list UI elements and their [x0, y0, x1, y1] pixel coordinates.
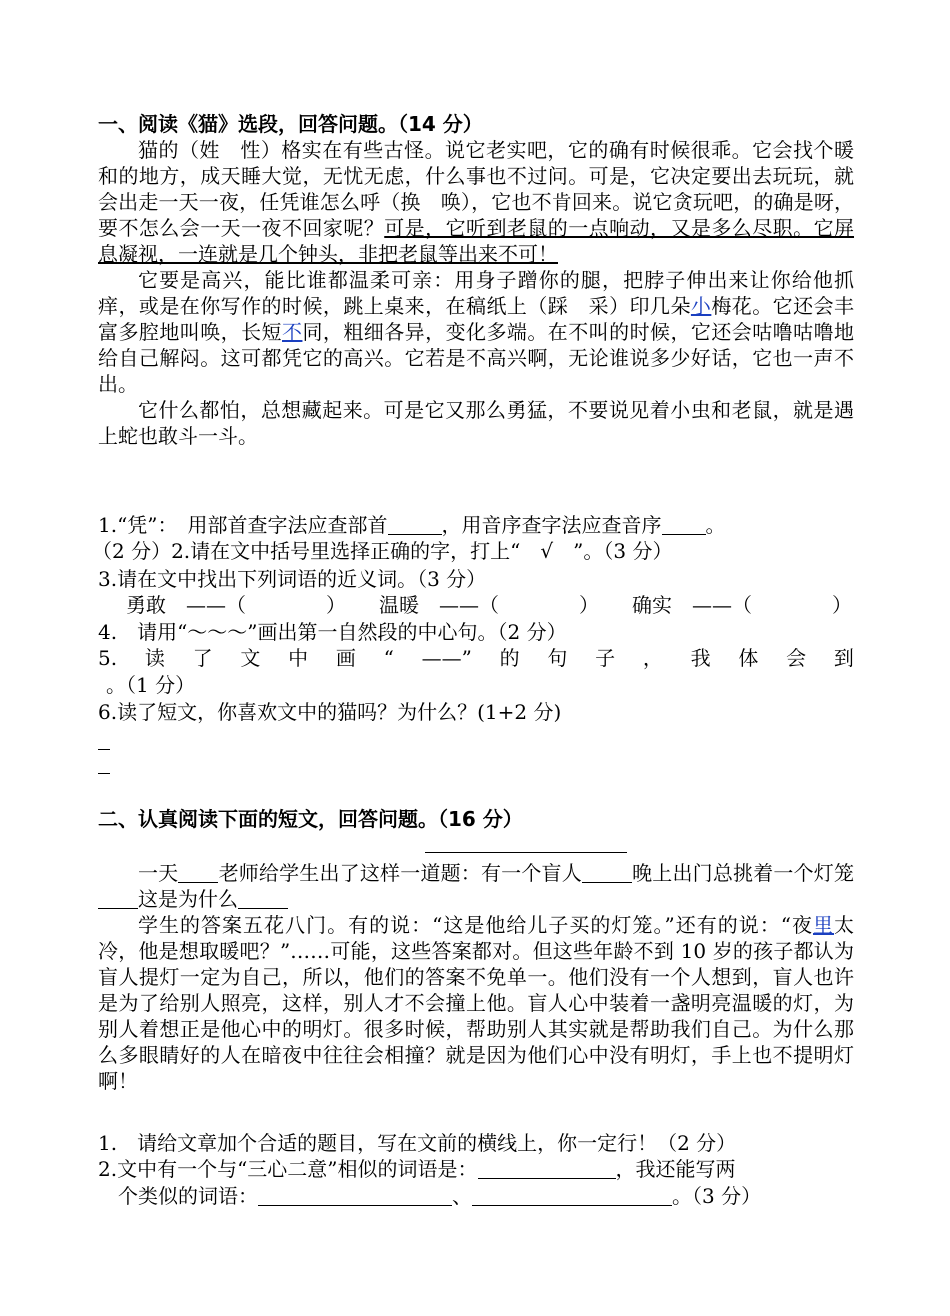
lantern-text-d: 这是为什么 [138, 887, 238, 911]
lantern-text-a: 一天 [138, 861, 179, 885]
question-1-4: 4. 请用“～～～”画出第一自然段的中心句。（2 分） [98, 620, 567, 644]
similar-word-blank[interactable] [478, 1158, 616, 1179]
section1-title: 一、阅读《猫》选段，回答问题。（14 分） [98, 112, 483, 136]
link-bu[interactable]: 不 [282, 320, 303, 344]
cat-paragraph-1 [98, 137, 854, 267]
title-blank-line[interactable] [425, 852, 627, 853]
punctuation-blank[interactable] [98, 888, 138, 909]
lantern-paragraph-1 [98, 860, 854, 912]
link-xiao[interactable]: 小 [690, 294, 712, 318]
question-2-2 [98, 1156, 858, 1182]
question-1-6: 6.读了短文，你喜欢文中的猫吗？为什么？(1+2 分) [98, 700, 562, 724]
question-1-1-text-c: 。 [705, 513, 726, 537]
cat-paragraph-2-text-c: 同，粗细各异，变化多端。在不叫的时候，它还会咕噜咕噜地给自己解闷。这可都凭它的高兴。它若是不高兴啊，无论谁说多少好话，它也一声不出。 [98, 320, 855, 396]
question-2-2-text-c: 个类似的词语： [118, 1184, 258, 1208]
question-1-1-text-a: 1.“凭”： 用部首查字法应查部首 [98, 513, 388, 537]
question-2-2-text-e: 。（3 分） [672, 1184, 762, 1208]
cat-paragraph-1-text: 猫的（姓 性）格实在有些古怪。说它老实吧，它的确有时候很乖。它会找个暖和的地方，成天睡大觉，无忧无虑，什么事也不过问。可是，它决定要出去玩玩，就会出走一天一夜，任凭谁怎么呼（换 唤），它也不肯回来。说它贪玩吧，的确是呀，要不怎么会一天一夜不回家呢？ [98, 138, 854, 240]
q5-char: 我 [690, 646, 711, 670]
underlined-sentence: 可是，它听到老鼠的一点响动，又是多么尽职。它屏息凝视，一连就是几个钟头，非把老鼠等出来不可！ [98, 216, 855, 266]
synonym-warm: 温暖 ——（ ） [379, 593, 599, 617]
q5-char: 文 [240, 646, 261, 670]
lantern-paragraph-2-text-a: 学生的答案五花八门。有的说：“这是他给儿子买的灯笼。”还有的说：“夜 [138, 913, 813, 937]
q5-char: 到 [833, 646, 854, 670]
question-2-2-text-b: ，我还能写两 [615, 1157, 736, 1181]
lantern-paragraph-2 [98, 912, 854, 1094]
q5-char: 了 [192, 646, 213, 670]
question-1-1-text-b: ，用音序查字法应查音序 [441, 513, 662, 537]
q5-char: 体 [738, 646, 759, 670]
question-1-3: 3.请在文中找出下列词语的近义词。（3 分） [98, 567, 487, 591]
synonym-row [126, 592, 852, 618]
cat-paragraph-2-text-a: 它要是高兴，能比谁都温柔可亲：用身子蹭你的腿，把脖子伸出来让你给他抓痒，或是在你写作的时候，跳上桌来，在稿纸上（踩 采）印几朵 [98, 268, 854, 318]
question-1-1 [98, 512, 858, 538]
q5-char: 中 [288, 646, 309, 670]
punctuation-blank[interactable] [178, 862, 218, 883]
word-blank-2[interactable] [472, 1185, 672, 1206]
answer-line[interactable] [98, 749, 110, 750]
q5-char: 会 [786, 646, 807, 670]
pinyin-initial-blank[interactable] [662, 514, 706, 535]
word-blank-1[interactable] [258, 1185, 452, 1206]
punctuation-blank[interactable] [238, 888, 288, 909]
question-1-2: （2 分）2.请在文中括号里选择正确的字，打上“ √ ”。（3 分） [92, 539, 673, 563]
q5-char: “ [383, 646, 394, 670]
lantern-text-b: 老师给学生出了这样一道题：有一个盲人 [218, 861, 582, 885]
q5-char: 的 [499, 646, 520, 670]
radical-blank[interactable] [388, 514, 442, 535]
q5-char: 子 [595, 646, 616, 670]
lantern-paragraph-2-text-b: 太冷，他是想取暖吧？”……可能，这些答案都对。但这些年龄不到 10 岁的孩子都认为盲人提灯一定为自己，所以，他们的答案不免单一。他们没有一个人想到，盲人也许是为了给别人照亮，这样，别人才不会撞上他。盲人心中装着一盏明亮温暖的灯，为别人着想正是他心中的明灯。很多时候，帮助别人其实就是帮助我们自己。为什么那么多眼睛好的人在暗夜中往往会相撞？就是因为他们心中没有明灯，手上也不提明灯啊！ [98, 913, 854, 1093]
synonym-indeed: 确实 ——（ ） [632, 593, 852, 617]
cat-paragraph-2-text-b: 梅花。它还会丰富多腔地叫唤，长短 [98, 294, 855, 344]
q5-char: 5. [98, 646, 118, 670]
q5-char: ， [642, 646, 663, 670]
question-2-1: 1. 请给文章加个合适的题目，写在文前的横线上，你一定行！（2 分） [98, 1131, 737, 1155]
question-2-2-text-a: 2.文中有一个与“三心二意”相似的词语是： [98, 1157, 478, 1181]
punctuation-blank[interactable] [582, 862, 632, 883]
lantern-passage [98, 860, 854, 1094]
cat-paragraph-2 [98, 267, 854, 397]
question-2-2-line2 [118, 1183, 878, 1209]
q5-char: 句 [547, 646, 568, 670]
cat-paragraph-3: 它什么都怕，总想藏起来。可是它又那么勇猛，不要说见着小虫和老鼠，就是遇上蛇也敢斗一斗。 [98, 398, 854, 448]
lantern-text-c: 晚上出门总挑着一个灯笼 [631, 861, 854, 885]
question-2-2-text-d: 、 [452, 1184, 472, 1208]
cat-passage [98, 137, 854, 449]
q5-char: ——” [421, 646, 472, 670]
synonym-brave: 勇敢 ——（ ） [126, 593, 346, 617]
link-li[interactable]: 里 [812, 913, 834, 937]
question-1-5 [98, 645, 854, 671]
question-1-5-tail: 。（1 分） [106, 673, 196, 697]
answer-line[interactable] [98, 773, 110, 774]
q5-char: 读 [144, 646, 165, 670]
q5-char: 画 [335, 646, 356, 670]
section2-title: 二、认真阅读下面的短文，回答问题。（16 分） [98, 807, 523, 831]
